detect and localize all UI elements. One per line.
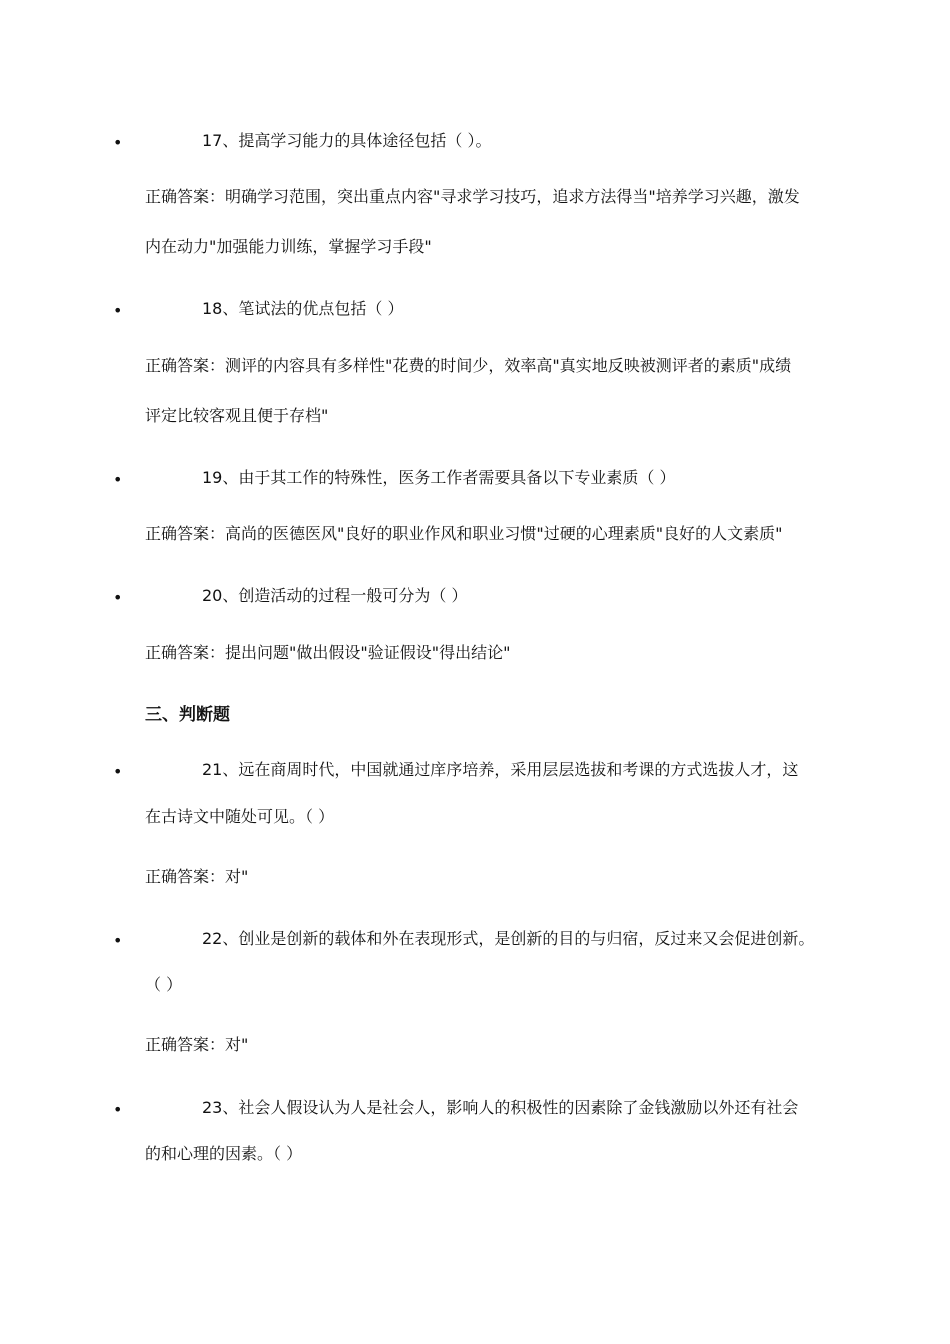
list-bullet: • bbox=[113, 470, 123, 489]
answer-text: 正确答案：高尚的医德医风"良好的职业作风和职业习惯"过硬的心理素质"良好的人文素质" bbox=[145, 524, 783, 543]
answer-text: 评定比较客观且便于存档" bbox=[145, 406, 329, 425]
question-text: 22、创业是创新的载体和外在表现形式，是创新的目的与归宿，反过来又会促进创新。 bbox=[202, 929, 815, 948]
list-bullet: • bbox=[113, 762, 123, 781]
question-text: （ ） bbox=[145, 975, 183, 994]
answer-text: 正确答案：对" bbox=[145, 867, 249, 886]
question-text: 23、社会人假设认为人是社会人，影响人的积极性的因素除了金钱激励以外还有社会 bbox=[202, 1098, 799, 1117]
list-bullet: • bbox=[113, 588, 123, 607]
answer-text: 正确答案：提出问题"做出假设"验证假设"得出结论" bbox=[145, 643, 511, 662]
answer-text: 正确答案：对" bbox=[145, 1035, 249, 1054]
answer-text: 内在动力"加强能力训练，掌握学习手段" bbox=[145, 237, 432, 256]
question-text: 21、远在商周时代，中国就通过庠序培养，采用层层选拔和考课的方式选拔人才，这 bbox=[202, 760, 799, 779]
question-text: 在古诗文中随处可见。（ ） bbox=[145, 807, 335, 826]
question-text: 17、提高学习能力的具体途径包括（ ）。 bbox=[202, 131, 492, 150]
section-heading: 三、判断题 bbox=[145, 705, 230, 725]
list-bullet: • bbox=[113, 301, 123, 320]
question-text: 20、创造活动的过程一般可分为（ ） bbox=[202, 586, 468, 605]
question-text: 19、由于其工作的特殊性，医务工作者需要具备以下专业素质（ ） bbox=[202, 468, 676, 487]
list-bullet: • bbox=[113, 133, 123, 152]
question-text: 的和心理的因素。（ ） bbox=[145, 1144, 303, 1163]
list-bullet: • bbox=[113, 931, 123, 950]
list-bullet: • bbox=[113, 1100, 123, 1119]
answer-text: 正确答案：明确学习范围，突出重点内容"寻求学习技巧，追求方法得当"培养学习兴趣，激发 bbox=[145, 187, 800, 206]
answer-text: 正确答案：测评的内容具有多样性"花费的时间少，效率高"真实地反映被测评者的素质"成绩 bbox=[145, 356, 792, 375]
question-text: 18、笔试法的优点包括（ ） bbox=[202, 299, 404, 318]
